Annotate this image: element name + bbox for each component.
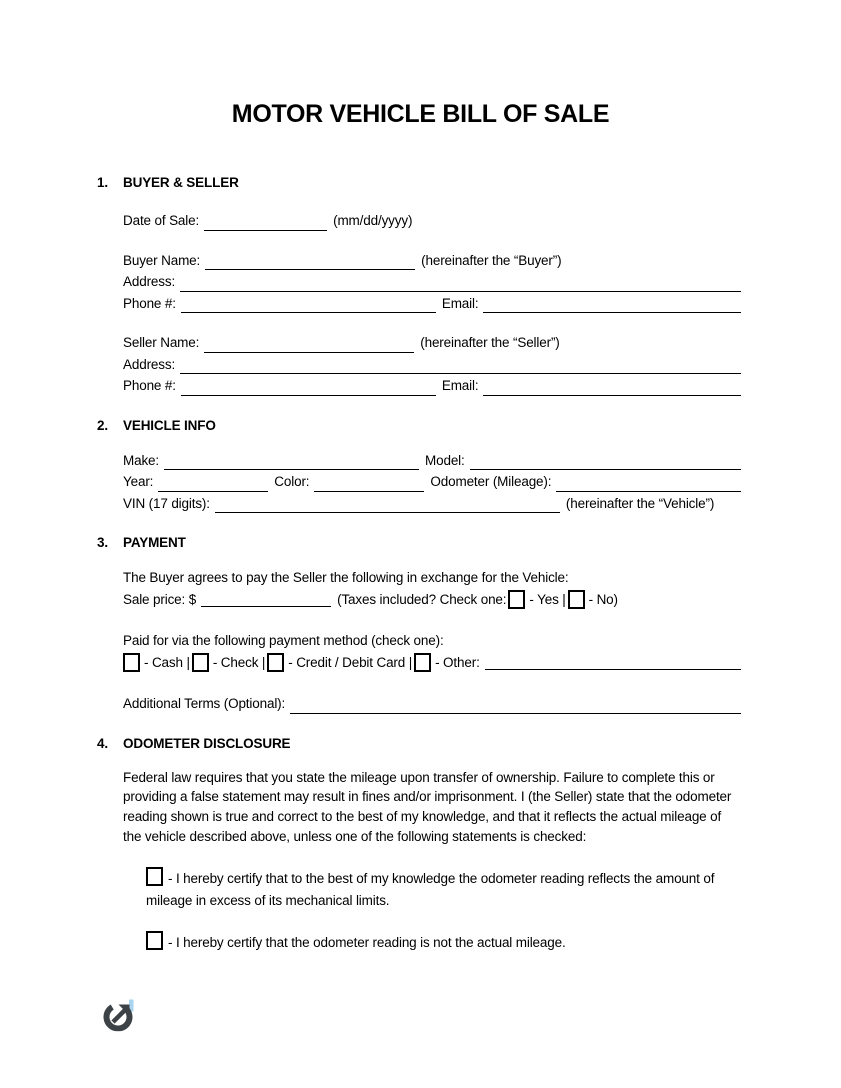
buyer-address-label: Address: xyxy=(123,274,176,289)
buyer-phone-email-row xyxy=(123,294,741,314)
buyer-phone-field[interactable] xyxy=(181,297,436,313)
date-of-sale-label: Date of Sale: xyxy=(123,213,200,228)
model-field[interactable] xyxy=(470,454,741,470)
vin-field[interactable] xyxy=(215,497,560,513)
date-of-sale-row xyxy=(123,211,741,231)
taxes-yes-checkbox[interactable] xyxy=(508,590,525,609)
section-header-buyer-seller xyxy=(97,175,841,190)
payment-intro-text: The Buyer agrees to pay the Seller the following in exchange for the Vehicle: xyxy=(123,570,569,585)
odometer-not-actual-checkbox[interactable] xyxy=(146,931,163,950)
payment-other-field[interactable] xyxy=(485,654,741,670)
section-number: 3. xyxy=(97,535,108,550)
taxes-yes-label: - Yes | xyxy=(529,591,566,607)
buyer-address-field[interactable] xyxy=(180,276,741,292)
circular-arrow-export-logo xyxy=(101,997,841,1038)
sale-price-label: Sale price: $ xyxy=(123,591,197,607)
section-header-odometer-disclosure xyxy=(97,736,841,751)
make-label: Make: xyxy=(123,452,160,468)
payment-credit-debit-label: - Credit / Debit Card | xyxy=(288,654,413,670)
odometer-excess-checkbox[interactable] xyxy=(146,867,163,886)
section-title: ODOMETER DISCLOSURE xyxy=(123,735,291,751)
payment-intro-row xyxy=(123,568,741,588)
payment-method-intro-row xyxy=(123,631,741,651)
seller-address-field[interactable] xyxy=(180,358,741,374)
vehicle-hereinafter-text: (hereinafter the “Vehicle”) xyxy=(565,495,715,511)
odometer-field[interactable] xyxy=(556,476,741,492)
buyer-email-field[interactable] xyxy=(483,297,741,313)
buyer-name-row xyxy=(123,251,741,271)
seller-email-field[interactable] xyxy=(483,380,741,396)
additional-terms-row xyxy=(123,694,741,714)
model-label: Model: xyxy=(425,452,465,468)
payment-cash-checkbox[interactable] xyxy=(123,653,140,672)
buyer-name-label: Buyer Name: xyxy=(123,252,201,268)
section-title: BUYER & SELLER xyxy=(123,175,239,190)
seller-name-label: Seller Name: xyxy=(123,335,200,350)
make-field[interactable] xyxy=(164,454,419,470)
buyer-email-label: Email: xyxy=(441,295,479,311)
buyer-phone-label: Phone #: xyxy=(123,295,176,311)
odometer-disclosure-paragraph: Federal law requires that you state the mileage upon transfer of ownership. Failure to complete this or providing a false statement may result in fines and/or imprisonment. I (the Seller) state that the odometer reading shown is true and correct to the best of my knowledge, and that it reflects the actual mileage of the vehicle described above, unless one of the following statements is checked: xyxy=(123,769,732,844)
additional-terms-field[interactable] xyxy=(290,698,741,714)
odometer-statement-not-actual xyxy=(146,931,724,954)
date-of-sale-field[interactable] xyxy=(204,215,327,231)
date-format-hint: (mm/dd/yyyy) xyxy=(333,213,413,228)
payment-other-checkbox[interactable] xyxy=(414,653,431,672)
payment-method-row xyxy=(123,653,741,673)
color-label: Color: xyxy=(274,474,310,489)
section-number: 4. xyxy=(97,735,108,751)
seller-phone-label: Phone #: xyxy=(123,378,176,393)
section-title: VEHICLE INFO xyxy=(123,417,216,433)
section-title: PAYMENT xyxy=(123,535,186,550)
vin-label: VIN (17 digits): xyxy=(123,495,210,511)
odometer-not-actual-text: - I hereby certify that the odometer reading is not the actual mileage. xyxy=(168,935,566,951)
year-label: Year: xyxy=(123,474,154,489)
payment-credit-debit-checkbox[interactable] xyxy=(267,653,284,672)
taxes-no-checkbox[interactable] xyxy=(568,590,585,609)
buyer-address-row xyxy=(123,272,741,292)
buyer-hereinafter-text: (hereinafter the “Buyer”) xyxy=(421,252,562,268)
buyer-name-field[interactable] xyxy=(205,254,415,270)
payment-cash-label: - Cash | xyxy=(144,654,190,670)
sale-price-field[interactable] xyxy=(201,591,331,607)
section-header-payment xyxy=(97,535,841,550)
odometer-excess-text: - I hereby certify that to the best of my knowledge the odometer reading reflects the amount of mileage in excess of its mechanical limits. xyxy=(146,871,715,909)
seller-address-label: Address: xyxy=(123,356,176,372)
payment-other-label: - Other: xyxy=(435,654,480,670)
page-title: MOTOR VEHICLE BILL OF SALE xyxy=(231,100,610,128)
section-number: 2. xyxy=(97,417,108,433)
seller-name-field[interactable] xyxy=(204,337,414,353)
section-header-vehicle-info xyxy=(97,418,841,433)
seller-phone-field[interactable] xyxy=(181,380,436,396)
seller-phone-email-row xyxy=(123,376,741,396)
seller-name-row xyxy=(123,333,741,353)
odometer-label: Odometer (Mileage): xyxy=(430,474,552,489)
payment-method-intro-text: Paid for via the following payment method (check one): xyxy=(123,633,444,648)
odometer-statement-excess xyxy=(146,867,724,912)
sale-price-row xyxy=(123,590,741,610)
seller-address-row xyxy=(123,355,741,375)
seller-hereinafter-text: (hereinafter the “Seller”) xyxy=(420,335,560,350)
taxes-included-label: (Taxes included? Check one: xyxy=(337,591,507,607)
color-field[interactable] xyxy=(314,476,424,492)
payment-check-label: - Check | xyxy=(212,654,266,670)
additional-terms-label: Additional Terms (Optional): xyxy=(123,696,286,711)
year-color-odometer-row xyxy=(123,472,741,492)
payment-check-checkbox[interactable] xyxy=(192,653,209,672)
make-model-row xyxy=(123,451,741,471)
section-number: 1. xyxy=(97,175,108,190)
year-field[interactable] xyxy=(158,476,268,492)
seller-email-label: Email: xyxy=(441,378,479,393)
taxes-no-label: - No) xyxy=(588,591,618,607)
vin-row xyxy=(123,494,741,514)
